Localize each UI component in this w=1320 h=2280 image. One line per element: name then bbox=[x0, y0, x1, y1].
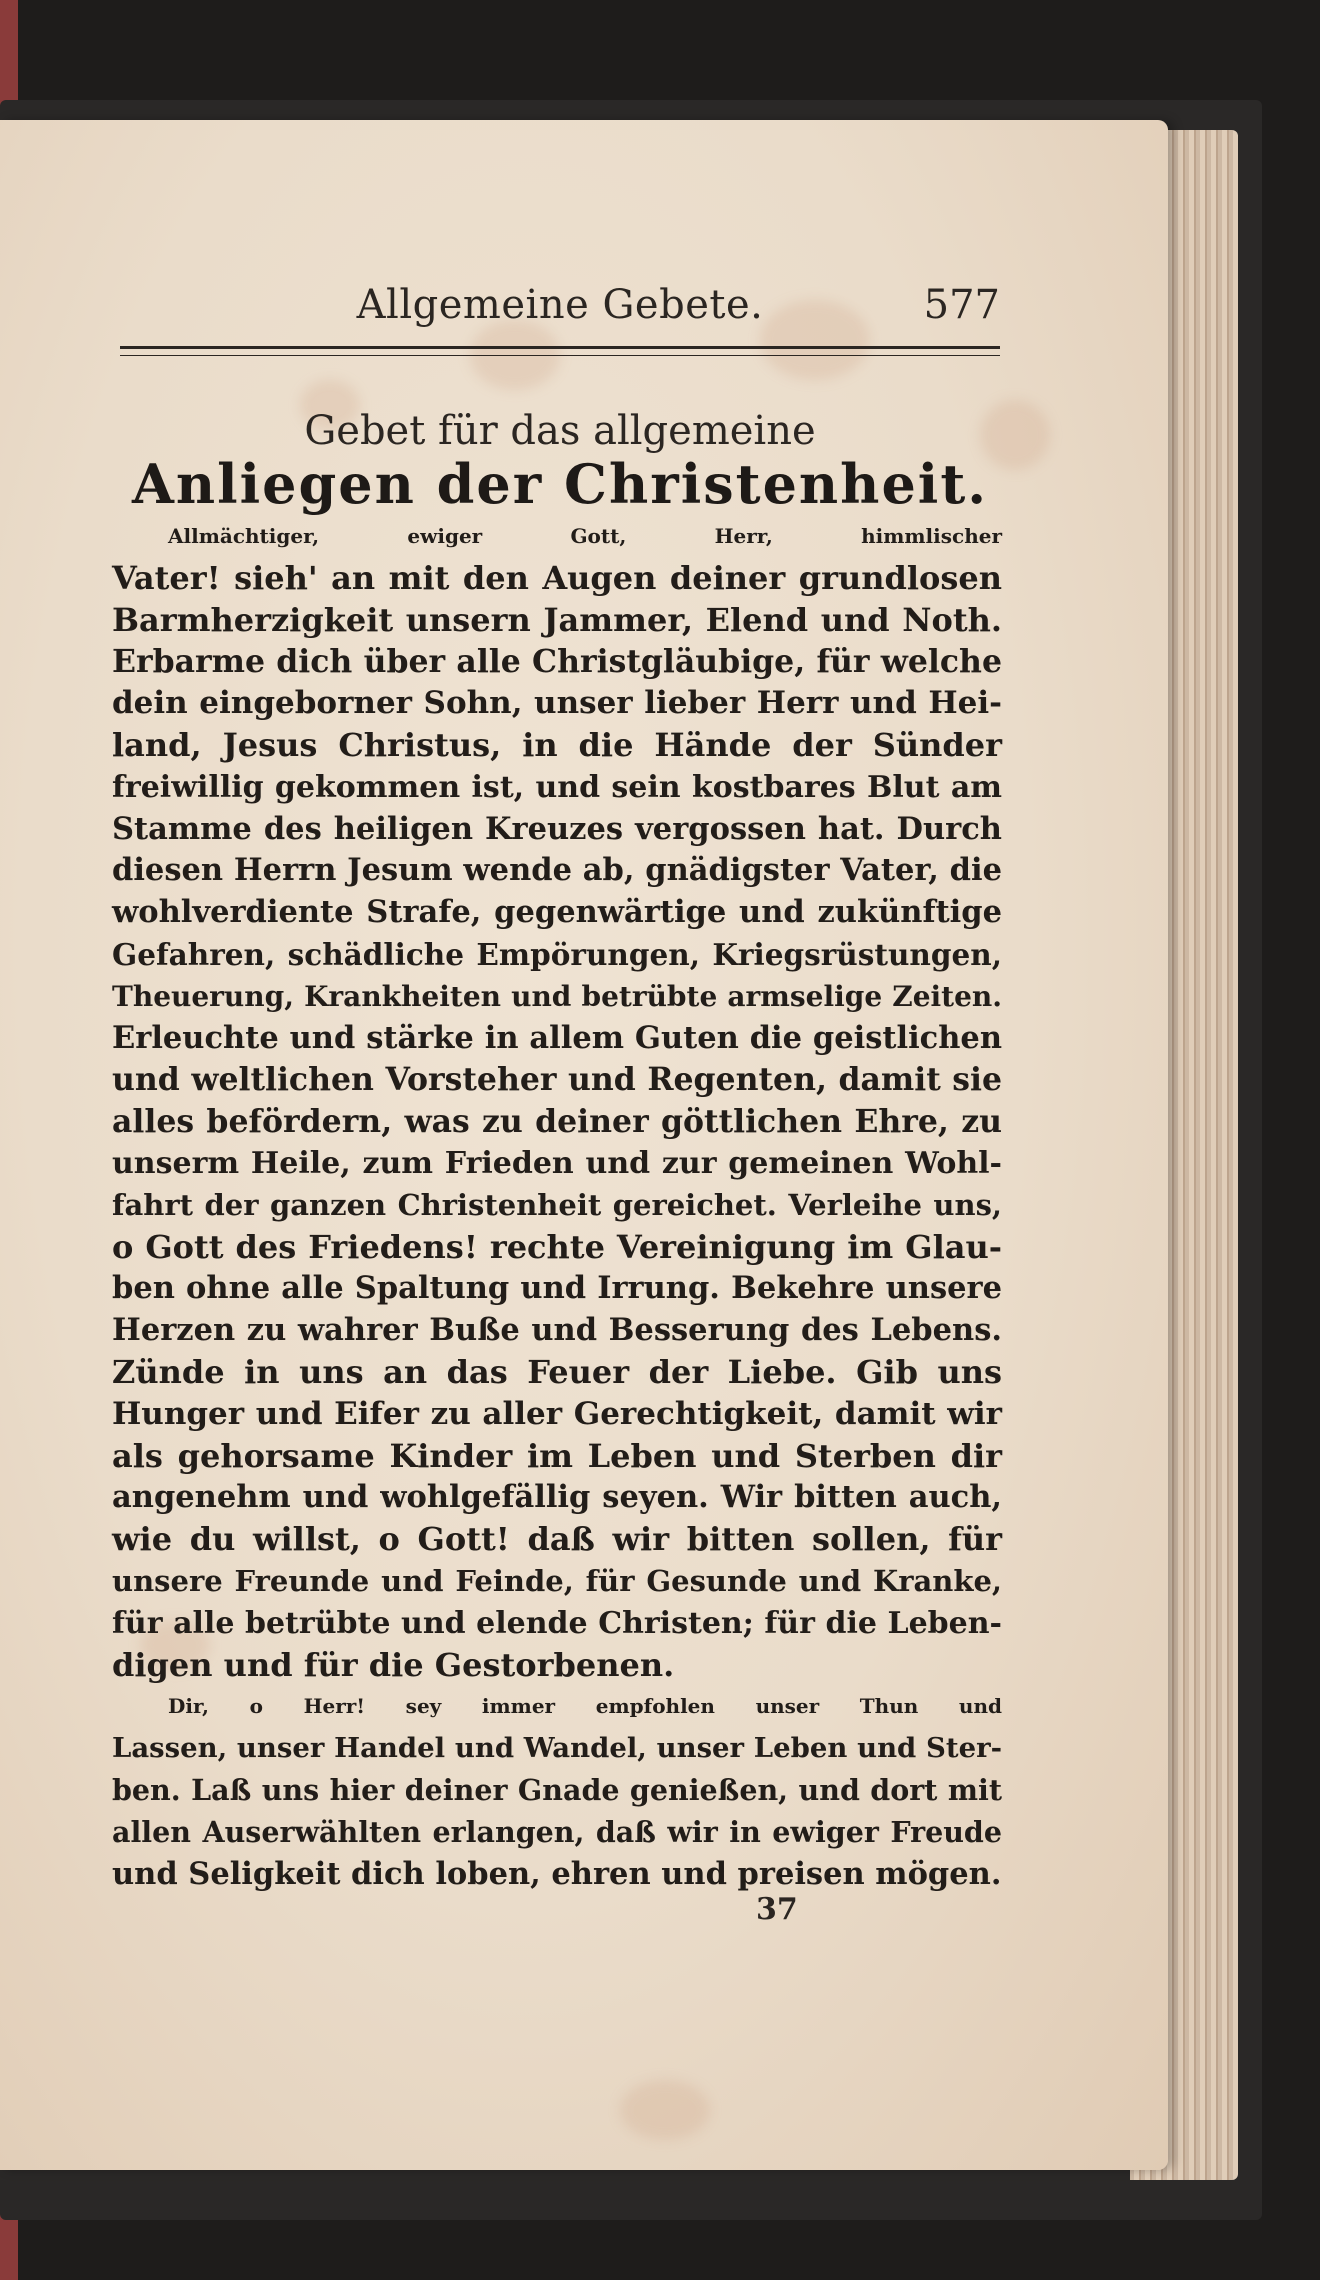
text-line: unserm Heile, zum Frieden und zur gemeinen Wohl- bbox=[112, 1145, 1002, 1181]
prayer-heading-small: Gebet für das allgemeine bbox=[304, 408, 816, 454]
paragraph-1 bbox=[112, 516, 1002, 1686]
text-line: und Seligkeit dich loben, ehren und preisen mögen. bbox=[112, 1855, 1002, 1892]
text-line: angenehm und wohlgefällig seyen. Wir bitten auch, bbox=[112, 1479, 1002, 1516]
text-line: für alle betrübte und elende Christen; für die Leben- bbox=[112, 1605, 1002, 1641]
text-line: diesen Herrn Jesum wende ab, gnädigster Vater, die bbox=[112, 852, 1002, 889]
text-line: land, Jesus Christus, in die Hände der Sünder bbox=[112, 725, 1002, 764]
text-line: dein eingeborner Sohn, unser lieber Herr und Hei- bbox=[112, 685, 1002, 722]
text-line: Erbarme dich über alle Christgläubige, für welche bbox=[112, 643, 1002, 681]
text-line: Hunger und Eifer zu aller Gerechtigkeit, damit wir bbox=[112, 1395, 1002, 1432]
text-line: Herzen zu wahrer Buße und Besserung des Lebens. bbox=[112, 1312, 1002, 1349]
text-line: Stamme des heiligen Kreuzes vergossen hat. Durch bbox=[112, 810, 1002, 847]
text-line: ben ohne alle Spaltung und Irrung. Bekehre unsere bbox=[112, 1270, 1002, 1307]
text-line: ben. Laß uns hier deiner Gnade genießen, und dort mit bbox=[112, 1772, 1002, 1807]
prayer-title: Anliegen der Christenheit. bbox=[131, 452, 989, 516]
text-line: alles befördern, was zu deiner göttlichen Ehre, zu bbox=[112, 1103, 1002, 1141]
section-title: Allgemeine Gebete. bbox=[356, 282, 764, 328]
text-line: wie du willst, o Gott! daß wir bitten sollen, für bbox=[112, 1520, 1002, 1559]
text-line: fahrt der ganzen Christenheit gereichet. Verleihe uns, bbox=[112, 1187, 1002, 1222]
text-line: digen und für die Gestorbenen. bbox=[112, 1645, 675, 1684]
page-number: 577 bbox=[923, 282, 1000, 328]
signature-mark: 37 bbox=[756, 1892, 798, 1927]
text-line: Vater! sieh' an mit den Augen deiner grundlosen bbox=[112, 558, 1002, 597]
text-line: Erleuchte und stärke in allem Guten die geistlichen bbox=[112, 1019, 1002, 1056]
text-line: freiwillig gekommen ist, und sein kostbares Blut am bbox=[112, 769, 1002, 805]
text-line: Dir, o Herr! sey immer empfohlen unser Thun und bbox=[168, 1694, 1002, 1719]
foxing-stain bbox=[620, 2080, 710, 2140]
text-line: unsere Freunde und Feinde, für Gesunde und Kranke, bbox=[112, 1563, 1002, 1598]
paragraph-2 bbox=[112, 1686, 1002, 1895]
text-line: Zünde in uns an das Feuer der Liebe. Gib uns bbox=[112, 1352, 1002, 1391]
text-line: Lassen, unser Handel und Wandel, unser Leben und Ster- bbox=[112, 1732, 1002, 1765]
text-line: Barmherzigkeit unsern Jammer, Elend und Noth. bbox=[112, 600, 1002, 639]
prayer-body bbox=[112, 516, 1002, 1895]
text-line: o Gott des Friedens! rechte Vereinigung im Glau- bbox=[112, 1227, 1002, 1266]
text-line: und weltlichen Vorsteher und Regenten, damit sie bbox=[112, 1061, 1002, 1099]
header-rule bbox=[120, 346, 1000, 356]
text-line: Allmächtiger, ewiger Gott, Herr, himmlischer bbox=[168, 524, 1002, 548]
text-line: allen Auserwählten erlangen, daß wir in ewiger Freude bbox=[112, 1814, 1002, 1849]
text-line: Gefahren, schädliche Empörungen, Kriegsrüstungen, bbox=[112, 936, 1002, 972]
text-line: als gehorsame Kinder im Leben und Sterben dir bbox=[112, 1436, 1002, 1475]
text-line: wohlverdiente Strafe, gegenwärtige und zukünftige bbox=[112, 894, 1002, 931]
text-line: Theuerung, Krankheiten und betrübte armselige Zeiten. bbox=[112, 979, 1002, 1013]
running-head bbox=[120, 282, 1000, 344]
